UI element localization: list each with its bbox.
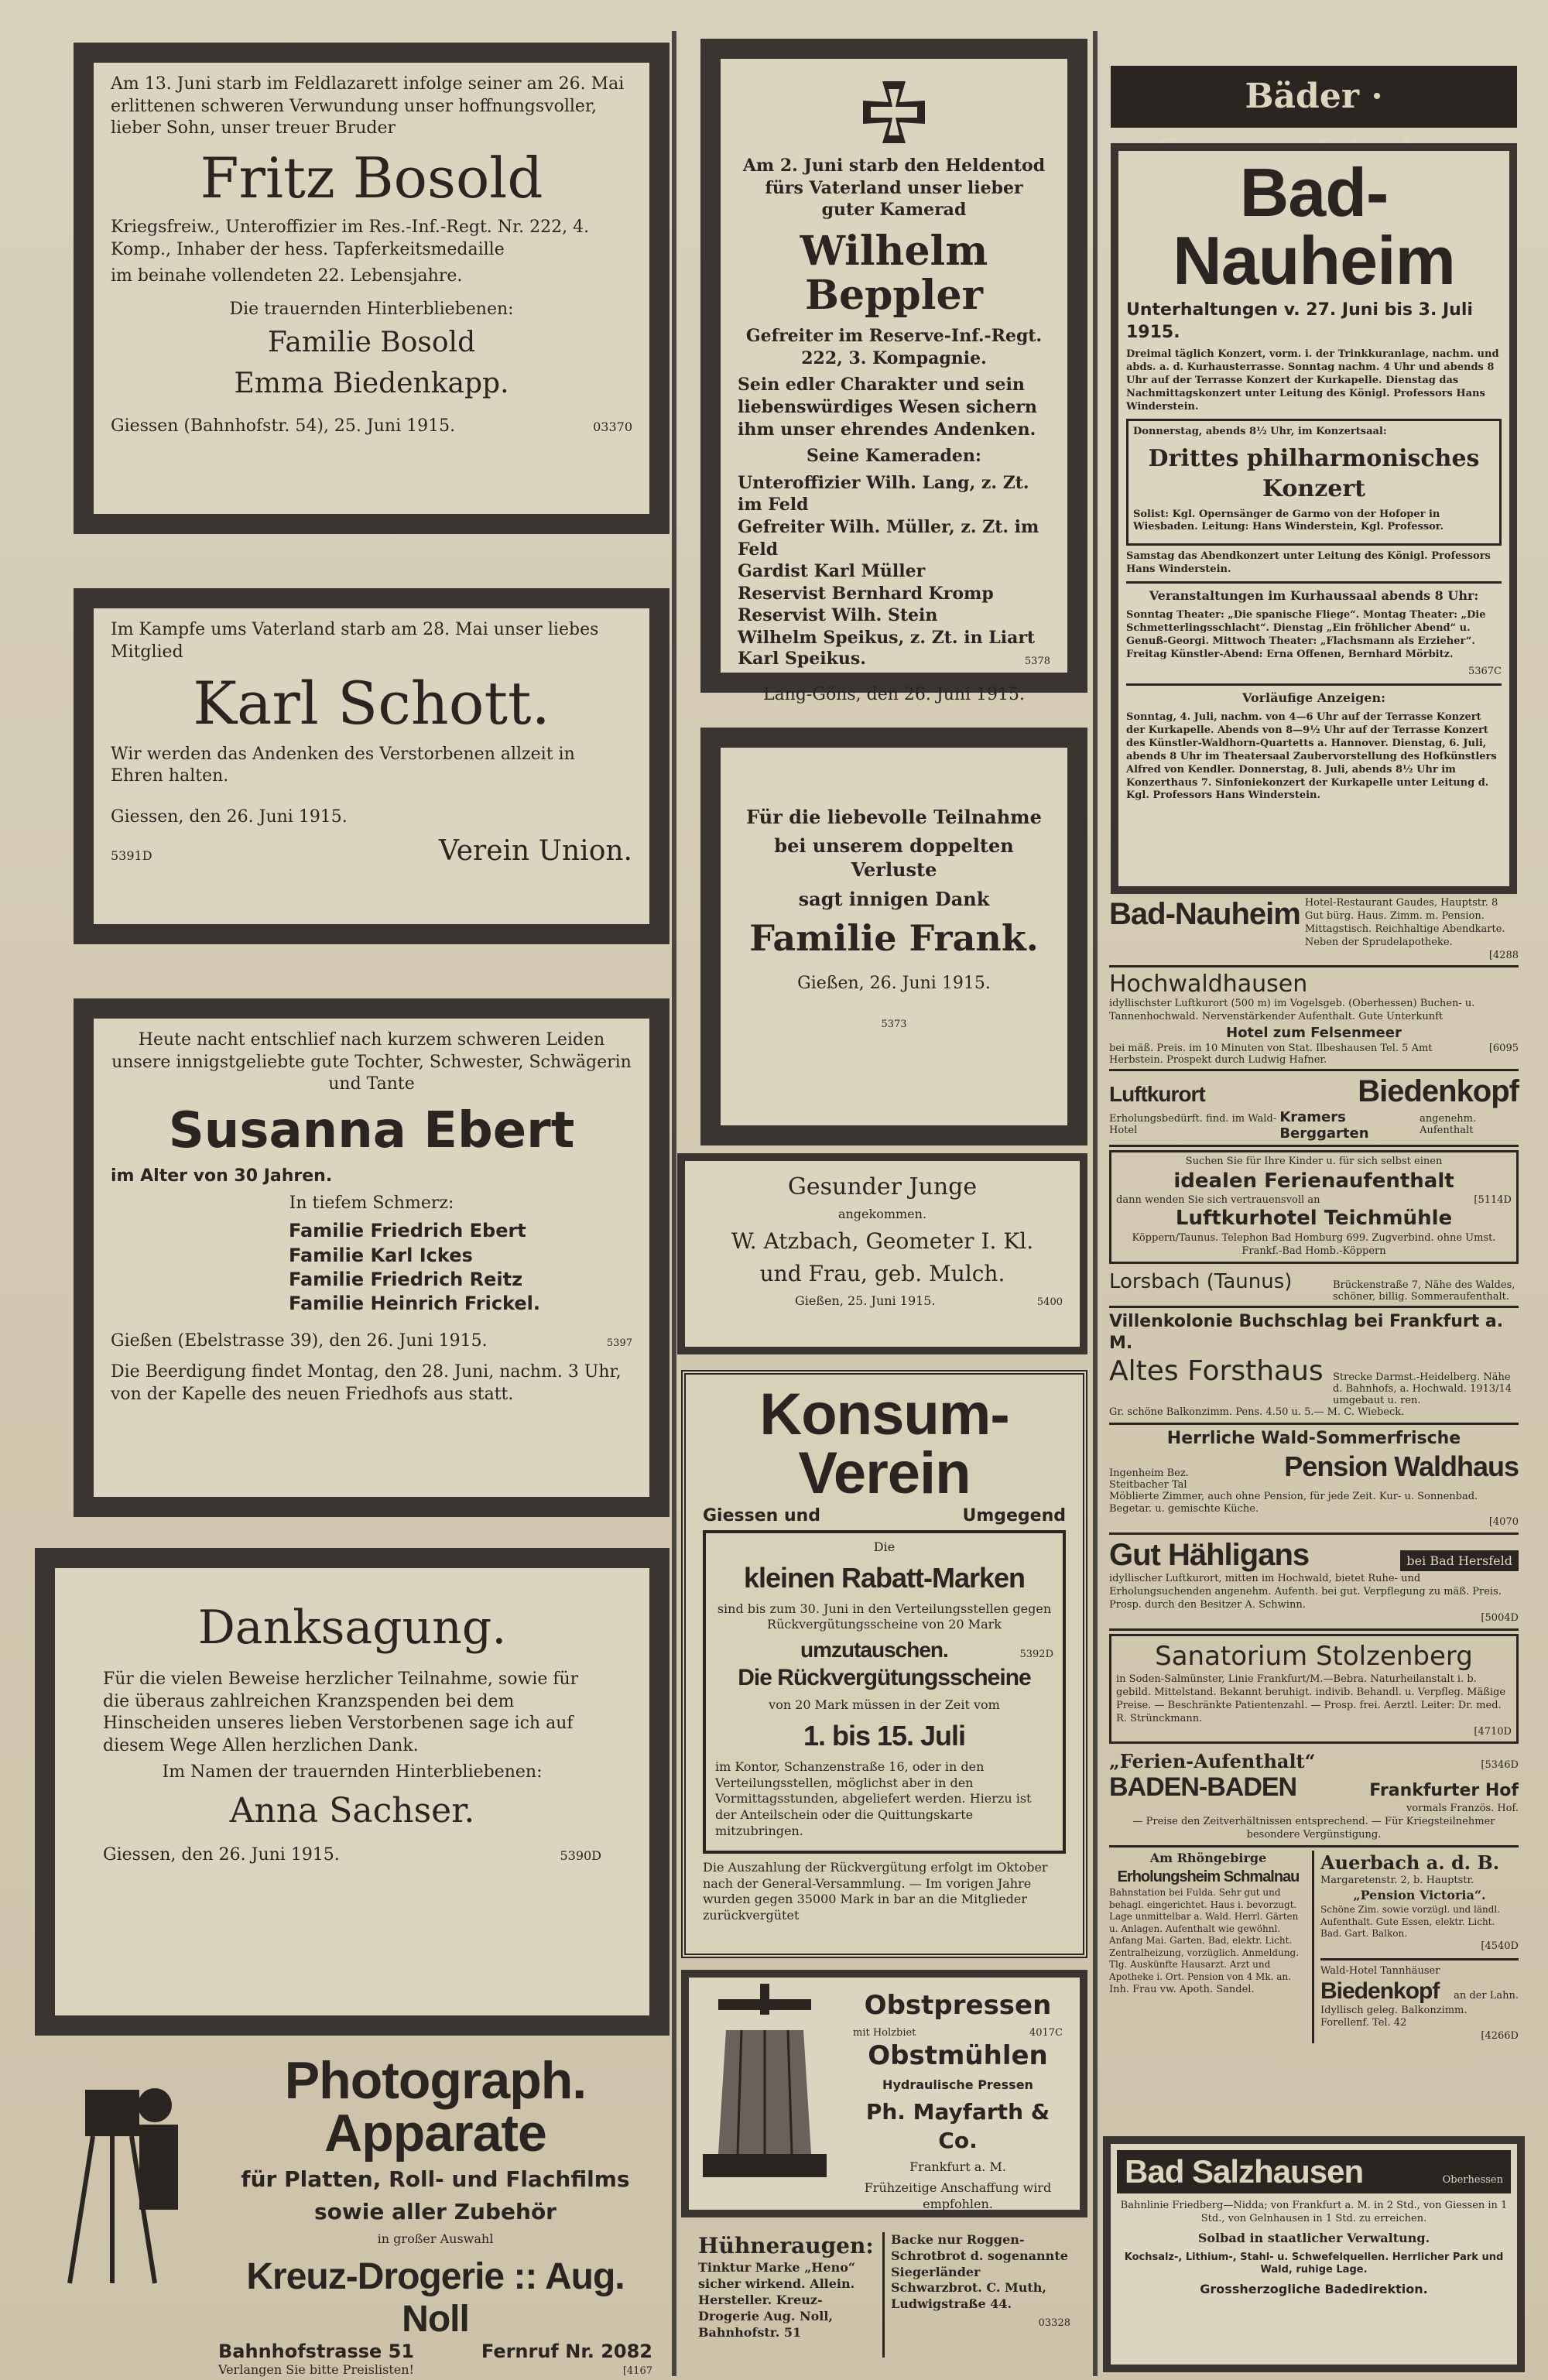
text: sagt innigen Dank xyxy=(798,887,990,910)
ad-code: [4540D xyxy=(1481,1940,1519,1952)
address: Bahnhofstrasse 51 xyxy=(218,2340,415,2362)
text: Veranstaltungen im Kurhaussaal abends 8 Uhr: xyxy=(1149,588,1479,604)
ad-code: [4288 xyxy=(1488,949,1519,961)
text: Unterhaltungen v. 27. Juni bis 3. Juli 1915. xyxy=(1126,300,1473,342)
text: bei unserem doppelten Verluste xyxy=(774,834,1014,882)
text: Seine Kameraden: xyxy=(807,446,981,467)
ad-teichmuehle xyxy=(1109,1150,1519,1264)
family-name: Familie Karl Ickes xyxy=(289,1244,473,1266)
ad-hochwaldhausen xyxy=(1109,967,1519,1070)
ad-gut-haehligans xyxy=(1109,1535,1519,1631)
ad-title: Bad Salzhausen xyxy=(1125,2153,1364,2190)
text: Erholungsbedürft. find. im Wald-Hotel xyxy=(1109,1112,1277,1136)
place-date: Gießen, 26. Juni 1915. xyxy=(797,974,991,994)
text: umzutauschen. xyxy=(800,1638,948,1663)
ad-title: Hochwaldhausen xyxy=(1109,971,1308,998)
text: Die Rückvergütungsscheine xyxy=(738,1665,1031,1691)
ad-code: 5392D xyxy=(1019,1649,1053,1661)
text: Heute nacht entschlief nach kurzem schweren Leiden unsere innigstgeliebte gute Tochter, Schwester, Schwägerin und Tante xyxy=(111,1030,632,1094)
text: mit Holzbiet xyxy=(853,2027,916,2039)
ad-code: 5367C xyxy=(1468,666,1502,678)
text: Am 13. Juni starb im Feldlazarett infolge seiner am 26. Mai erlittenen schweren Verwundung unser hoffnungsvoller, lieber Sohn, unser treuer Bruder xyxy=(111,74,625,139)
text: in Soden-Salmünster, Linie Frankfurt/M.—Bebra. Naturheilanstalt i. b. gebild. Mittelstand. Bekannt beruhigt. indivib. Behandl. u. Verpfleg. Mäßige Preise. — Beschränkte Patientenzahl. — Prosp. frei. Aerztl. Leiter: Dr. med. R. Strünckmann. xyxy=(1116,1673,1506,1724)
signature: Anna Sachser. xyxy=(229,1790,475,1830)
ad-konsum-verein xyxy=(681,1370,1087,1958)
place-date: Giessen, den 26. Juni 1915. xyxy=(111,806,348,827)
text: Köppern/Taunus. Telephon Bad Homburg 699. Zugverbind. ohne Umst. Frankf.-Bad Homb.-Köppern xyxy=(1132,1232,1496,1257)
text: Strecke Darmst.-Heidelberg. Nähe d. Bahnhofs, a. Hochwald. 1913/14 umgebaut u. ren. xyxy=(1333,1371,1512,1407)
text: Wir werden das Andenken des Verstorbenen allzeit in Ehren halten. xyxy=(111,744,575,786)
thanks-sachser xyxy=(35,1548,670,2036)
ad-title: Bad-Nauheim xyxy=(1109,897,1300,931)
obituary-beppler xyxy=(700,39,1087,705)
text: Für die liebevolle Teilnahme xyxy=(746,806,1042,828)
ad-code: [4167 xyxy=(622,2365,652,2377)
ad-code: 5397 xyxy=(606,1337,632,1350)
text: Inh. Frau vw. Apoth. Sandel. xyxy=(1109,1983,1255,1995)
text: und Frau, geb. Mulch. xyxy=(759,1261,1005,1287)
ad-title: Konsum-Verein xyxy=(759,1382,1009,1506)
place-date: Gießen (Ebelstrasse 39), den 26. Juni 1915. xyxy=(111,1331,488,1351)
text: Brückenstraße 7, Nähe des Waldes, schöner, billig. Sommeraufenthalt. xyxy=(1333,1279,1515,1303)
ad-small-pair xyxy=(681,2221,1087,2368)
text: Kochsalz-, Lithium-, Stahl- u. Schwefelquellen. Herrlicher Park und Wald, ruhige Lage. xyxy=(1124,2251,1504,2276)
ad-title: Pension Waldhaus xyxy=(1284,1450,1519,1482)
comrade-name: Karl Speikus. xyxy=(738,649,866,669)
ad-title: Bad-Nauheim xyxy=(1173,154,1455,299)
text: Sonntag, 4. Juli, nachm. von 4—6 Uhr auf der Terrasse Konzert der Kurkapelle. Abends von 8—9½ Uhr auf der Terrasse Konzert des Künstler-Waldhorn-Quartetts a. Hannover. Dienstag, 6. Juli, abends 8 Uhr im Theatersaal Zaubervorstellung des Hofkünstlers Alfred von Kendler. Donnerstag, 8. Juli, abends 8½ Uhr im Konzerthaus 7. Sinfoniekonzert der Kurkapelle unter Leitung d. Kgl. Professors Hans Winderstein. xyxy=(1126,711,1497,802)
text: sowie aller Zubehör xyxy=(314,2199,557,2225)
ad-title: Biedenkopf xyxy=(1320,1978,1440,2004)
text: Herrliche Wald-Sommerfrische xyxy=(1166,1428,1461,1448)
text: angekommen. xyxy=(837,1207,927,1221)
ad-title: Gut Hähligans xyxy=(1109,1538,1310,1573)
text: Solbad in staatlicher Verwaltung. xyxy=(1197,2230,1430,2245)
ad-code: [5004D xyxy=(1481,1611,1519,1624)
text: Bahnstation bei Fulda. Sehr gut und behagl. eingerichtet. Haus i. bevorzugt. Lage unmittelbar a. Wald. Herrl. Gärten u. Anlagen. Aufenthalt wie gewöhnl. Anfang Mai. Garten, Bad, elektr. Licht. Zentralheizung, vorzüglich. Anmeldung. Tlg. Auskünfte Hausarzt. Arzt und Apotheke i. Ort. Pension von 4 Mk. an. xyxy=(1109,1886,1300,1983)
ad-title: Obstpressen xyxy=(864,1990,1052,2021)
text: Sein edler Charakter und sein liebenswürdiges Wesen sichern ihm unser ehrendes Andenken. xyxy=(738,375,1037,440)
ad-title: BADEN-BADEN xyxy=(1109,1772,1297,1803)
ad-schmalnau xyxy=(1109,1851,1314,2043)
text: Frankfurt a. M. xyxy=(909,2159,1006,2174)
deceased-name: Susanna Ebert xyxy=(168,1101,575,1159)
place-date: Gießen, 25. Juni 1915. xyxy=(795,1293,936,1308)
text: von 20 Mark müssen in der Zeit vom xyxy=(769,1697,1000,1713)
ad-title: Erholungsheim Schmalnau xyxy=(1117,1868,1300,1885)
ad-title: Biedenkopf xyxy=(1358,1074,1519,1108)
text: Ingenheim Bez. Steitbacher Tal xyxy=(1109,1467,1189,1491)
text: Am Rhöngebirge xyxy=(1149,1851,1267,1866)
text: Luftkurort xyxy=(1109,1081,1205,1106)
ad-gaudes xyxy=(1109,897,1519,967)
text: Umgegend xyxy=(962,1506,1066,1526)
text: Die xyxy=(873,1539,896,1554)
text: sind bis zum 30. Juni in den Verteilungsstellen gegen Rückvergütungsscheine von 20 Mark xyxy=(717,1601,1052,1632)
text: Im Kampfe ums Vaterland starb am 28. Mai unser liebes Mitglied xyxy=(111,620,599,662)
text: im Alter von 30 Jahren. xyxy=(111,1166,333,1187)
phone: Fernruf Nr. 2082 xyxy=(481,2340,652,2362)
text: Dreimal täglich Konzert, vorm. i. der Trinkkuranlage, nachm. und abds. a. d. Kurhausterrasse. Sonntag nachm. 4 Uhr und abends 8 Uhr auf der Terrasse Konzert der Kurkapelle. Dienstag das Nachmittagskonzert unter Leitung des Königl. Professors Hans Winderstein. xyxy=(1126,348,1499,413)
text: dann wenden Sie sich vertrauensvoll an xyxy=(1116,1194,1320,1207)
ad-code: [5346D xyxy=(1481,1759,1519,1772)
text: im Kontor, Schanzenstraße 16, oder in den Verteilungsstellen, möglichst aber in den Vormittagsstunden, abgeliefert werden. Hierzu ist der Anteilschein oder die Quittungskarte mitzubringen. xyxy=(715,1758,1032,1838)
text: Grossherzogliche Badedirektion. xyxy=(1200,2282,1428,2297)
text: Villenkolonie Buchschlag bei Frankfurt a. M. xyxy=(1109,1311,1504,1354)
place-date: Lang-Göns, den 26. Juni 1915. xyxy=(762,685,1026,705)
text: — Preise den Zeitverhältnissen entsprechend. — Für Kriegsteilnehmer besondere Vergünstigung. xyxy=(1132,1816,1495,1841)
text: Bahnlinie Friedberg—Nidda; von Frankfurt a. M. in 2 Std., von Giessen in 1 Std., von Gelnhausen in 1 Std. zu erreichen. xyxy=(1120,2200,1508,2224)
text: Gr. schöne Balkonzimm. Pens. 4.50 u. 5.— M. C. Wiebeck. xyxy=(1109,1406,1405,1419)
ad-baden-baden xyxy=(1109,1747,1519,1847)
hotel-name: Hotel zum Felsenmeer xyxy=(1226,1025,1402,1042)
ad-bad-nauheim xyxy=(1111,143,1517,894)
text: W. Atzbach, Geometer I. Kl. xyxy=(731,1228,1034,1254)
ad-title: Lorsbach (Taunus) xyxy=(1109,1269,1293,1293)
ad-code: [5114D xyxy=(1474,1194,1512,1207)
column-rule xyxy=(672,31,676,2376)
shop-name: Kreuz-Drogerie :: Aug. Noll xyxy=(246,2255,625,2340)
comrade-name: Reservist Wilh. Stein xyxy=(738,605,938,626)
deceased-name: Karl Schott. xyxy=(193,669,550,738)
deceased-name: Fritz Bosold xyxy=(200,145,543,211)
text: bei mäß. Preis. im 10 Minuten von Stat. Ilbeshausen Tel. 5 Amt Herbstein. Prospekt durch Ludwig Hafner. xyxy=(1109,1042,1433,1066)
text: Für die vielen Beweise herzlicher Teilnahme, sowie für die überaus zahlreichen Kranzspenden bei dem Hinscheiden unseres lieben Verstorbenen sage ich auf diesem Wege Allen herzlichen Dank. xyxy=(103,1669,579,1755)
signature: Verein Union. xyxy=(439,834,632,867)
ad-photo-apparate xyxy=(31,2043,670,2377)
hotel-name: Luftkurhotel Teichmühle xyxy=(1175,1207,1453,1231)
ad-auerbach xyxy=(1320,1851,1519,2043)
ad-code: 5390D xyxy=(560,1848,601,1864)
comrade-name: Gefreiter Wilh. Müller, z. Zt. im Feld xyxy=(738,516,1039,560)
small-ads-column xyxy=(1103,894,1525,2128)
text: an der Lahn. xyxy=(1454,1989,1519,2002)
section-header: Bäder · xyxy=(1111,66,1517,128)
ad-code: 5373 xyxy=(881,1018,907,1030)
deceased-name: Wilhelm Beppler xyxy=(800,227,988,319)
text: im beinahe vollendeten 22. Lebensjahre. xyxy=(111,266,463,286)
text: In tiefem Schmerz: xyxy=(289,1193,454,1213)
fruit-press-icon xyxy=(695,1984,834,2193)
obituary-ebert xyxy=(74,998,670,1517)
ad-obstpressen xyxy=(681,1970,1087,2217)
ad-code: 5378 xyxy=(1024,656,1050,668)
ad-title: Hühneraugen: xyxy=(698,2233,874,2258)
text: 1. bis 15. Juli xyxy=(803,1719,966,1752)
family-name: Emma Biedenkapp. xyxy=(234,368,509,400)
text: Margaretenstr. 2, b. Hauptstr. xyxy=(1320,1875,1474,1887)
text: „Pension Victoria“. xyxy=(1353,1888,1486,1903)
ad-altes-forsthaus xyxy=(1109,1308,1519,1425)
family-name: Familie Frank. xyxy=(749,916,1039,959)
comrade-name: Reservist Bernhard Kromp xyxy=(738,583,994,604)
text: idyllischster Luftkurort (500 m) im Vogelsgeb. (Oberhessen) Buchen- u. Tannenhochwald. Nervenstärkender Aufenthalt. Gute Unterkunft xyxy=(1109,998,1475,1023)
ad-code: 03370 xyxy=(593,419,632,434)
iron-cross-icon xyxy=(859,77,929,147)
text: Schöne Zim. sowie vorzügl. und ländl. Aufenthalt. Gute Essen, elektr. Licht. Bad. Gart. Balkon. xyxy=(1320,1903,1501,1940)
photographer-icon xyxy=(39,2059,194,2291)
family-name: Familie Friedrich Ebert xyxy=(289,1220,526,1242)
text: Vorläufige Anzeigen: xyxy=(1242,690,1385,706)
birth-notice xyxy=(677,1153,1087,1354)
text: Idyllisch geleg. Balkonzimm. Forellenf. Tel. 42 xyxy=(1320,2004,1468,2029)
ad-lorsbach xyxy=(1109,1267,1519,1308)
text: idyllischer Luftkurort, mitten im Hochwald, bietet Ruhe- und Erholungsuchenden angenehm. Aufenth. bei gut. Verpflegung zu mäß. Preis. Prosp. durch den Besitzer A. Schwinn. xyxy=(1109,1573,1502,1611)
text: Am 2. Juni starb den Heldentod fürs Vaterland unser lieber guter Kamerad xyxy=(742,156,1046,221)
text: Donnerstag, abends 8½ Uhr, im Konzertsaal: xyxy=(1133,425,1387,437)
text: Wald-Hotel Tannhäuser xyxy=(1320,1964,1440,1977)
text: Hotel-Restaurant Gaudes, Hauptstr. 8 Gut bürg. Haus. Zimm. m. Pension. Mittagstisch. Reichhaltige Abendkarte. Neben der Sprudelapotheke. xyxy=(1304,897,1505,948)
concert-title: Drittes philharmonisches Konzert xyxy=(1148,444,1480,502)
comrade-name: Unteroffizier Wilh. Lang, z. Zt. im Feld xyxy=(738,472,1029,515)
ad-code: 5391D xyxy=(111,848,152,863)
text: Solist: Kgl. Opernsänger de Garmo von der Hofoper in Wiesbaden. Leitung: Hans Winderstein, Kgl. Professor. xyxy=(1133,508,1444,533)
text: „Ferien-Aufenthalt“ xyxy=(1109,1750,1316,1773)
ad-biedenkopf xyxy=(1109,1071,1519,1147)
text: Die trauernden Hinterbliebenen: xyxy=(229,299,514,319)
text: Gesunder Junge xyxy=(787,1173,978,1200)
ad-code: 4017C xyxy=(1029,2027,1063,2039)
text: Suchen Sie für Ihre Kinder u. für sich selbst einen xyxy=(1185,1155,1443,1167)
text: Oberhessen xyxy=(1442,2174,1503,2186)
ad-title: Altes Forsthaus xyxy=(1109,1355,1324,1388)
ad-title: Auerbach a. d. B. xyxy=(1320,1851,1500,1875)
text: kleinen Rabatt-Marken xyxy=(743,1561,1026,1594)
text: Die Auszahlung der Rückvergütung erfolgt im Oktober nach der General-Versammlung. — Im vorigen Jahre wurden gegen 35000 Mark in bar an die Mitglieder zurückvergütet xyxy=(703,1859,1048,1923)
comrade-name: Gardist Karl Müller xyxy=(738,561,926,582)
family-name: Familie Heinrich Frickel. xyxy=(289,1292,540,1314)
text: Gefreiter im Reserve-Inf.-Regt. 222, 3. Kompagnie. xyxy=(745,326,1043,368)
column-rule xyxy=(1093,31,1098,2376)
thanks-frank xyxy=(700,728,1087,1145)
obituary-bosold xyxy=(74,43,670,534)
text: vormals Französ. Hof. xyxy=(1406,1803,1519,1815)
ad-code: [4710D xyxy=(1474,1725,1512,1738)
hotel-name: Kramers Berggarten xyxy=(1279,1108,1369,1142)
ad-pension-waldhaus xyxy=(1109,1425,1519,1535)
ad-sanatorium xyxy=(1109,1634,1519,1745)
ad-title: idealen Ferienaufenthalt xyxy=(1173,1169,1454,1193)
ad-code: 5400 xyxy=(1036,1296,1063,1308)
text: Die Beerdigung findet Montag, den 28. Juni, nachm. 3 Uhr, von der Kapelle des neuen Friedhofs aus statt. xyxy=(111,1362,622,1404)
text: Giessen und xyxy=(703,1506,821,1526)
text: Samstag das Abendkonzert unter Leitung des Königl. Professors Hans Winderstein. xyxy=(1126,550,1491,576)
text: angenehm. Aufenthalt xyxy=(1420,1112,1477,1136)
text: Hydraulische Pressen xyxy=(882,2077,1033,2093)
text: Frühzeitige Anschaffung wird empfohlen. xyxy=(864,2180,1052,2211)
text: bei Bad Hersfeld xyxy=(1400,1550,1519,1571)
ad-code: [6095 xyxy=(1488,1042,1519,1054)
family-name: Familie Friedrich Reitz xyxy=(289,1268,523,1290)
ad-title: Photograph. Apparate xyxy=(284,2051,587,2163)
place-date: Giessen, den 26. Juni 1915. xyxy=(103,1845,340,1865)
ad-code: 03328 xyxy=(1038,2317,1070,2329)
text: Backe nur Roggen-Schrotbrot d. sogenannte Siegerländer Schwarzbrot. C. Muth, Ludwigstraße 44. xyxy=(891,2232,1068,2312)
ad-title: Sanatorium Stolzenberg xyxy=(1155,1640,1473,1672)
text: Verlangen Sie bitte Preislisten! xyxy=(218,2361,414,2377)
ad-code: [4070 xyxy=(1488,1516,1519,1529)
text: Möblierte Zimmer, auch ohne Pension, für jede Zeit. Kur- u. Sonnenbad. Begetar. u. gemischte Küche. xyxy=(1109,1490,1478,1515)
text: in großer Auswahl xyxy=(377,2231,494,2246)
text: Kriegsfreiw., Unteroffizier im Res.-Inf.-Regt. Nr. 222, 4. Komp., Inhaber der hess. Tapferkeitsmedaille xyxy=(111,217,590,259)
place-date: Giessen (Bahnhofstr. 54), 25. Juni 1915. xyxy=(111,416,456,436)
text: für Platten, Roll- und Flachfilms xyxy=(241,2166,630,2192)
hotel-name: Frankfurter Hof xyxy=(1369,1781,1519,1801)
text: Sonntag Theater: „Die spanische Fliege“. Montag Theater: „Die Schmetterlingsschlacht“. Dienstag „Ein fröhlicher Abend“ u. Genuß-Georgi. Mittwoch Theater: „Flachsmann als Erzieher“. Freitag Künstler-Abend: Erna Offenen, Bernhard Mörbitz. xyxy=(1126,608,1486,660)
ad-bad-salzhausen xyxy=(1103,2136,1525,2372)
obituary-schott xyxy=(74,588,670,944)
ad-title: Obstmühlen xyxy=(868,2040,1048,2072)
ad-title: Danksagung. xyxy=(197,1601,507,1655)
family-name: Familie Bosold xyxy=(267,327,476,359)
text: Im Namen der trauernden Hinterbliebenen: xyxy=(162,1762,543,1782)
text: Tinktur Marke „Heno“ sicher wirkend. Allein. Hersteller. Kreuz-Drogerie Aug. Noll, Bahnhofstr. 51 xyxy=(698,2260,856,2340)
company-name: Ph. Mayfarth & Co. xyxy=(865,2099,1050,2153)
ad-code: [4266D xyxy=(1481,2030,1519,2043)
comrade-name: Wilhelm Speikus, z. Zt. in Liart xyxy=(738,627,1036,648)
